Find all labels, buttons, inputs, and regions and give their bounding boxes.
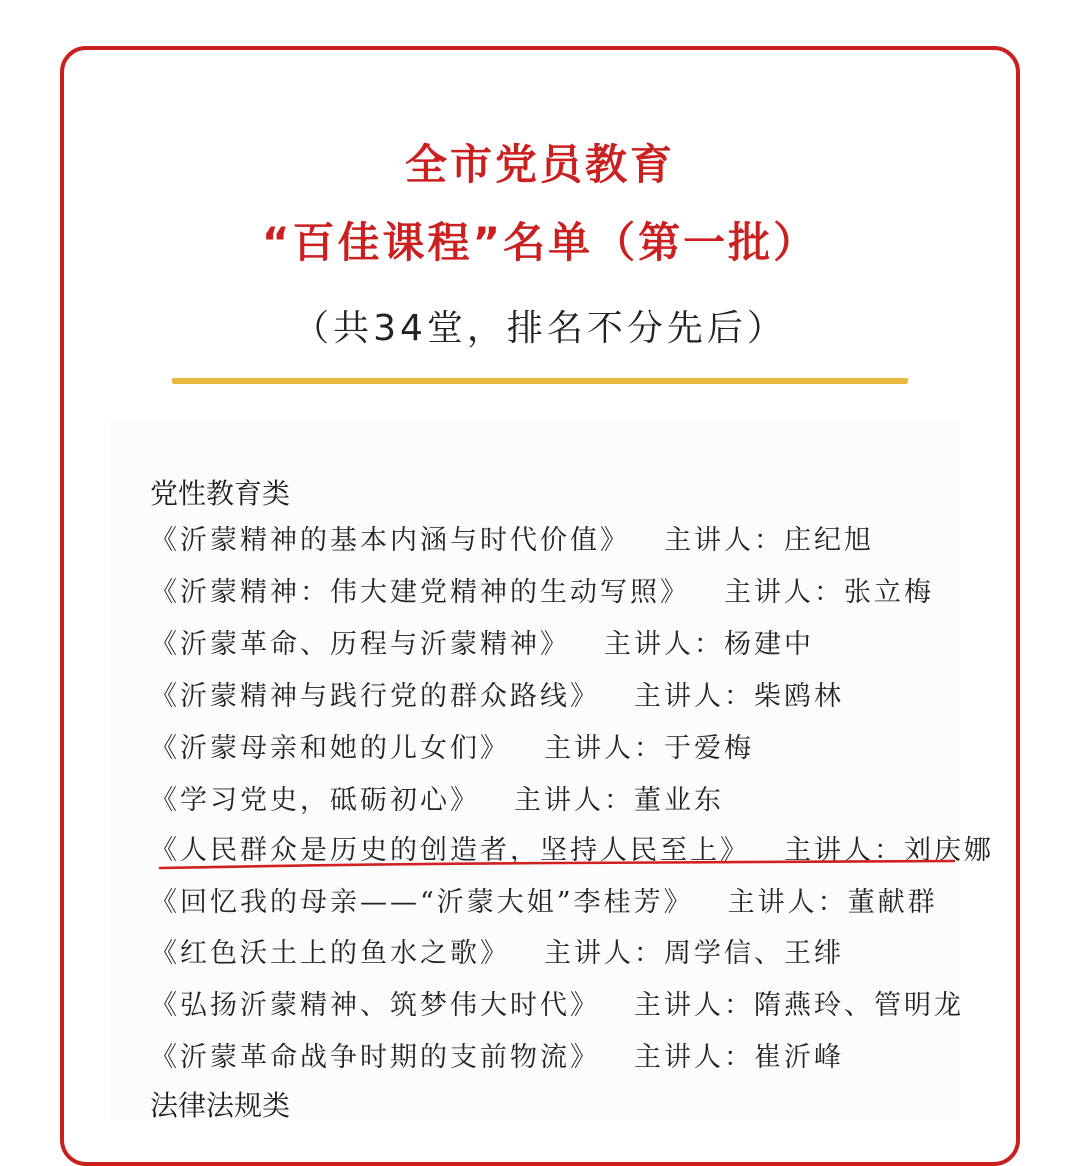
course-title: 《沂蒙革命战争时期的支前物流》: [150, 1042, 600, 1073]
red-underline-annotation: [160, 860, 954, 870]
speaker-label: 主讲人：: [724, 577, 844, 608]
title-line-1: 全市党员教育: [404, 140, 675, 189]
speaker-label: 主讲人：: [784, 835, 904, 866]
speaker-name: 隋燕玲、管明龙: [754, 990, 964, 1021]
speaker-name: 崔沂峰: [754, 1042, 844, 1073]
course-row: [150, 1038, 844, 1078]
course-row: [150, 677, 844, 717]
speaker-label: 主讲人：: [727, 887, 848, 918]
course-title: 《回忆我的母亲——“沂蒙大姐”李桂芳》: [150, 887, 694, 918]
speaker-label: 主讲人：: [634, 990, 754, 1021]
speaker-name: 董业东: [634, 785, 724, 816]
course-row: [150, 781, 724, 821]
speaker-label: 主讲人：: [664, 525, 784, 556]
speaker-name: 柴鸥林: [754, 681, 844, 712]
speaker-name: 董献群: [847, 887, 938, 918]
course-row: [150, 729, 754, 769]
course-title: 《沂蒙精神与践行党的群众路线》: [150, 681, 600, 712]
subtitle: （共34堂，排名不分先后）: [293, 308, 787, 349]
course-row: [150, 573, 934, 613]
divider-rule: [172, 378, 908, 384]
speaker-label: 主讲人：: [514, 785, 634, 816]
course-row: [150, 934, 844, 974]
speaker-name: 庄纪旭: [784, 525, 874, 556]
course-title: 《弘扬沂蒙精神、筑梦伟大时代》: [150, 990, 600, 1021]
course-row: [150, 986, 964, 1026]
speaker-label: 主讲人：: [544, 938, 664, 969]
speaker-name: 周学信、王绯: [664, 938, 844, 969]
course-title: 《沂蒙精神的基本内涵与时代价值》: [150, 525, 630, 556]
course-row: [150, 625, 814, 665]
title-line-2: “百佳课程”名单（第一批）: [261, 218, 819, 267]
speaker-name: 张立梅: [844, 577, 934, 608]
course-title: 《沂蒙精神：伟大建党精神的生动写照》: [150, 577, 690, 608]
speaker-label: 主讲人：: [604, 629, 724, 660]
speaker-name: 杨建中: [724, 629, 814, 660]
speaker-name: 于爱梅: [664, 733, 754, 764]
course-title: 《沂蒙母亲和她的儿女们》: [150, 733, 510, 764]
course-title: 《学习党史，砥砺初心》: [150, 785, 480, 816]
speaker-label: 主讲人：: [634, 681, 754, 712]
course-title: 《人民群众是历史的创造者，坚持人民至上》: [150, 835, 750, 866]
category-heading: 党性教育类: [150, 477, 291, 510]
speaker-name: 刘庆娜: [904, 835, 994, 866]
category-heading-cut-off: [150, 1084, 290, 1104]
speaker-label: 主讲人：: [634, 1042, 754, 1073]
course-row: [150, 521, 874, 561]
course-title: 《沂蒙革命、历程与沂蒙精神》: [150, 629, 570, 660]
course-row: [150, 883, 938, 923]
speaker-label: 主讲人：: [544, 733, 664, 764]
course-title: 《红色沃土上的鱼水之歌》: [150, 938, 510, 969]
